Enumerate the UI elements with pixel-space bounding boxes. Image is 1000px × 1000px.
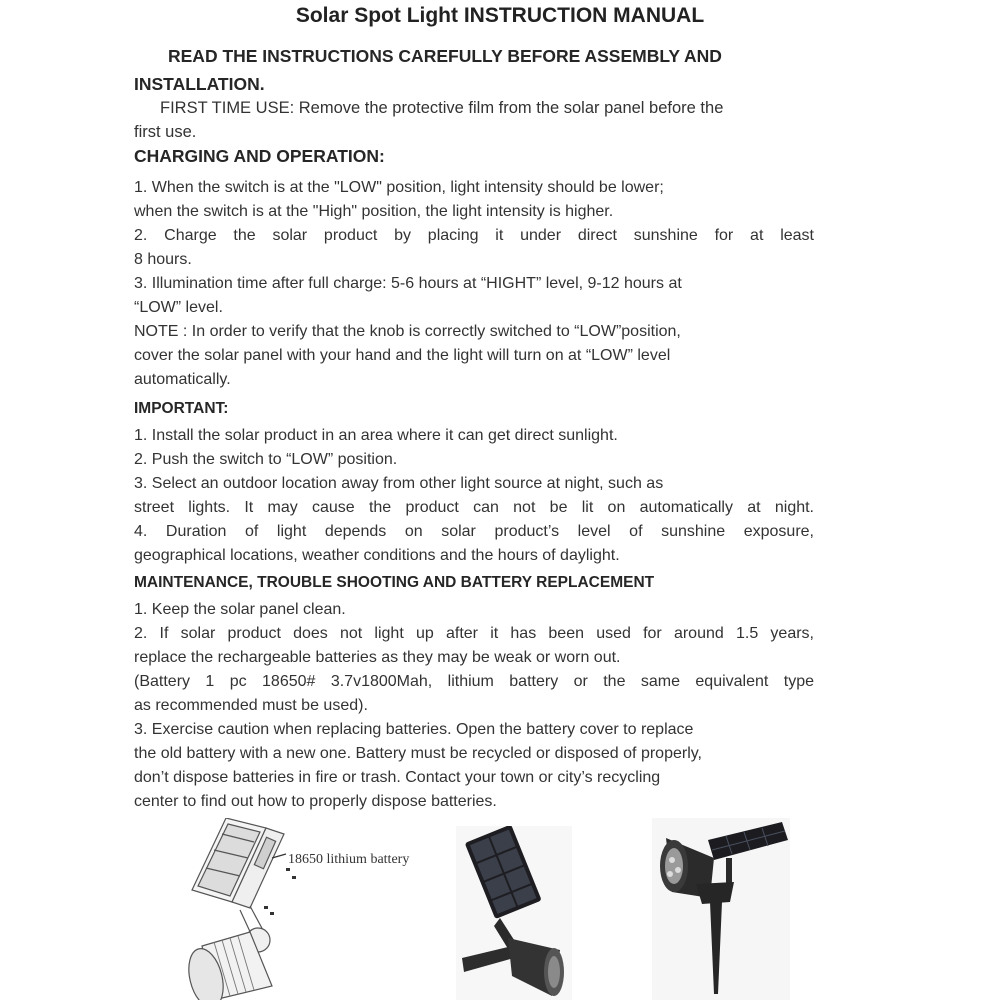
text-line: (Battery 1 pc 18650# 3.7v1800Mah, lithium battery or the same equivalent type [134, 673, 814, 690]
text-line: 3. Exercise caution when replacing batteries. Open the battery cover to replace [134, 721, 694, 738]
text-line: 4. Duration of light depends on solar product’s level of sunshine exposure, [134, 523, 814, 540]
product-photo-front [652, 818, 790, 1000]
battery-label: 18650 lithium battery [288, 852, 410, 867]
text-line: 2. Push the switch to “LOW” position. [134, 451, 398, 468]
first-use-line: FIRST TIME USE: Remove the protective film from the solar panel before the [160, 99, 724, 117]
text-line: 1. When the switch is at the "LOW" position, light intensity should be lower; [134, 179, 664, 196]
text-line: when the switch is at the "High" position, the light intensity is higher. [134, 203, 614, 220]
text-line: 3. Illumination time after full charge: 5-6 hours at “HIGHT” level, 9-12 hours at [134, 275, 682, 292]
text-line: replace the rechargeable batteries as they may be weak or worn out. [134, 649, 621, 666]
maintenance-heading: MAINTENANCE, TROUBLE SHOOTING AND BATTERY REPLACEMENT [134, 574, 655, 591]
charging-heading: CHARGING AND OPERATION: [134, 146, 385, 166]
important-heading: IMPORTANT: [134, 400, 229, 417]
charging-section [134, 176, 814, 392]
text-line: 1. Keep the solar panel clean. [134, 601, 346, 618]
text-line: automatically. [134, 371, 231, 388]
text-line: 3. Select an outdoor location away from other light source at night, such as [134, 475, 664, 492]
battery-diagram-illustration [180, 818, 450, 1000]
warning-line: INSTALLATION. [134, 74, 265, 94]
text-line: “LOW” level. [134, 299, 223, 316]
text-line: street lights. It may cause the product can not be lit on automatically at night. [134, 499, 814, 516]
text-line: NOTE : In order to verify that the knob is correctly switched to “LOW”position, [134, 323, 681, 340]
text-line: center to find out how to properly dispose batteries. [134, 793, 497, 810]
text-line: as recommended must be used). [134, 697, 368, 714]
warning-heading [134, 42, 814, 98]
first-use-note [134, 96, 824, 144]
maintenance-section [134, 598, 814, 814]
text-line: 2. If solar product does not light up after it has been used for around 1.5 years, [134, 625, 814, 642]
text-line: don’t dispose batteries in fire or trash. Contact your town or city’s recycling [134, 769, 661, 786]
warning-line: READ THE INSTRUCTIONS CAREFULLY BEFORE ASSEMBLY AND [168, 46, 722, 66]
text-line: 2. Charge the solar product by placing it under direct sunshine for at least [134, 227, 814, 244]
text-line: geographical locations, weather conditions and the hours of daylight. [134, 547, 620, 564]
product-photo-side [456, 826, 572, 1000]
text-line: cover the solar panel with your hand and the light will turn on at “LOW” level [134, 347, 671, 364]
text-line: 1. Install the solar product in an area where it can get direct sunlight. [134, 427, 618, 444]
page-title: Solar Spot Light INSTRUCTION MANUAL [295, 4, 705, 27]
first-use-line: first use. [134, 123, 197, 141]
text-line: 8 hours. [134, 251, 192, 268]
text-line: the old battery with a new one. Battery must be recycled or disposed of properly, [134, 745, 702, 762]
important-section [134, 424, 814, 568]
